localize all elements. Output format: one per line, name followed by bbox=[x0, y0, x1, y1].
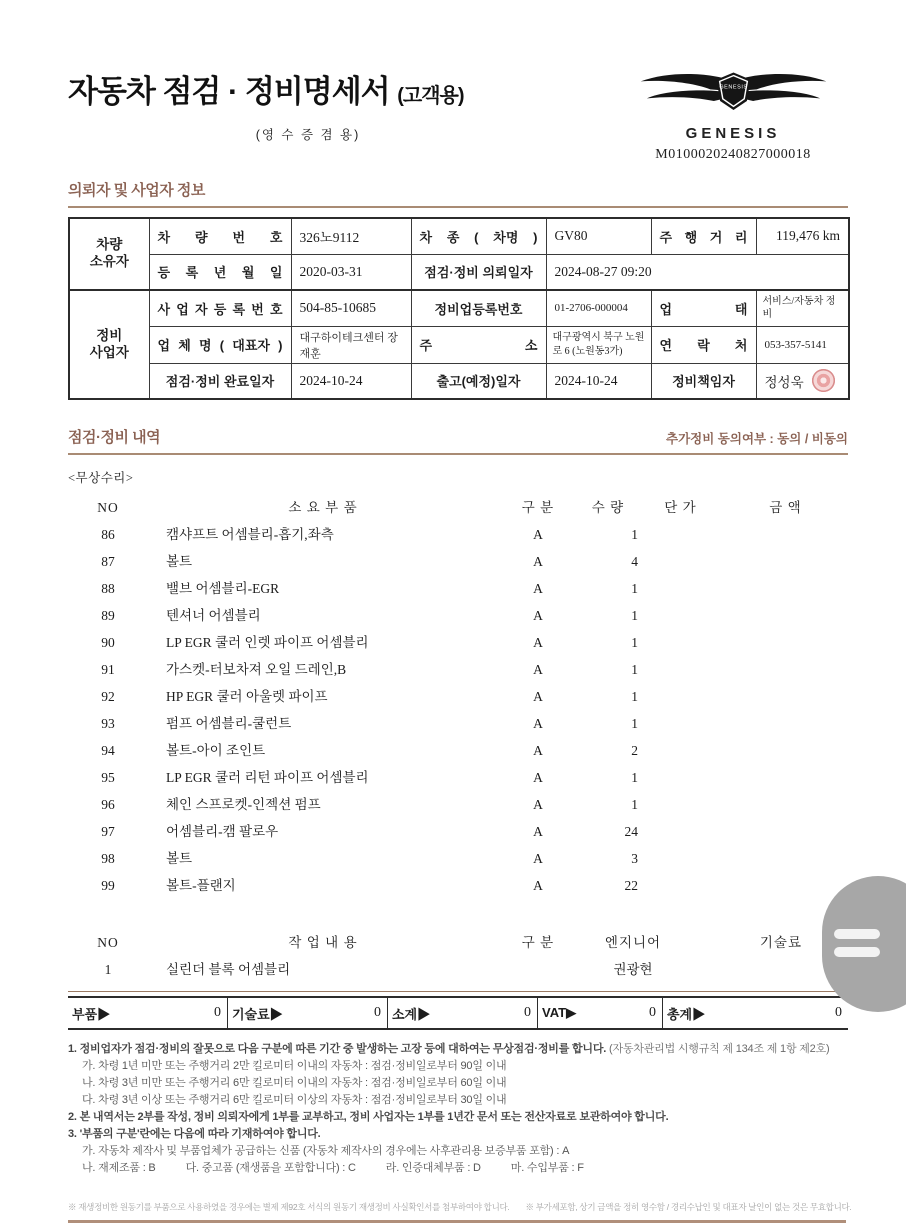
section-detail-title: 점검·정비 내역 bbox=[68, 429, 161, 446]
part-unit-price bbox=[638, 764, 723, 791]
owner-group-label: 차량 소유자 bbox=[69, 218, 149, 290]
parts-row bbox=[68, 683, 848, 710]
note-1-ref: (자동차관리법 시행규칙 제 134조 제 1항 제2호) bbox=[609, 1043, 830, 1055]
note-3c: 다. 중고품 (재생품을 포함합니다) : C bbox=[185, 1162, 356, 1174]
parts-row bbox=[68, 764, 848, 791]
col-no: NO bbox=[97, 935, 119, 950]
handle-bar-icon bbox=[834, 929, 880, 939]
work-engineer: 권광현 bbox=[613, 962, 653, 977]
part-type: A bbox=[533, 824, 543, 839]
biz-reg-label: 사 업 자 등 록 번 호 bbox=[149, 290, 291, 326]
part-name: 볼트-아이 조인트 bbox=[166, 743, 266, 758]
col-qty: 수 량 bbox=[591, 500, 625, 515]
part-unit-price bbox=[638, 710, 723, 737]
part-name: 가스켓-터보차져 오일 드레인,B bbox=[166, 662, 347, 677]
brand-wordmark: GENESIS bbox=[685, 125, 781, 142]
address-label: 주 소 bbox=[411, 326, 546, 363]
parts-table-body bbox=[68, 521, 848, 899]
section-info-title: 의뢰자 및 사업자 정보 bbox=[68, 182, 205, 199]
biz-type-label: 업 태 bbox=[651, 290, 756, 326]
note-3d: 라. 인증대체부품 : D bbox=[385, 1162, 481, 1174]
part-no: 87 bbox=[101, 554, 115, 569]
part-no: 97 bbox=[101, 824, 115, 839]
note-1a: 가. 차령 1년 미만 또는 주행거리 2만 킬로미터 이내의 자동차 : 점검·정비일로부터 90일 이내 bbox=[82, 1060, 507, 1072]
shop-reg-value: 01-2706-000004 bbox=[546, 290, 651, 326]
part-qty: 24 bbox=[624, 824, 638, 839]
part-unit-price bbox=[638, 656, 723, 683]
part-no: 90 bbox=[101, 635, 115, 650]
col-no: NO bbox=[97, 500, 119, 515]
part-qty: 1 bbox=[631, 581, 638, 596]
total-label: VAT▶ bbox=[542, 1005, 577, 1020]
part-qty: 3 bbox=[631, 851, 638, 866]
parts-row bbox=[68, 575, 848, 602]
work-no: 1 bbox=[104, 962, 112, 977]
part-name: 볼트-플랜지 bbox=[166, 878, 236, 893]
part-name: 어셈블리-캠 팔로우 bbox=[166, 824, 279, 839]
table-row bbox=[69, 290, 849, 326]
note-3b: 나. 재제조품 : B bbox=[82, 1162, 156, 1174]
work-row bbox=[68, 956, 848, 983]
note-3-codes bbox=[68, 1160, 858, 1177]
part-type: A bbox=[533, 770, 543, 785]
mileage-value: 119,476 km bbox=[756, 218, 849, 254]
part-name: HP EGR 쿨러 아울렛 파이프 bbox=[166, 689, 328, 704]
title-block bbox=[68, 66, 548, 163]
additional-consent-note: 추가정비 동의여부 : 동의 / 비동의 bbox=[666, 432, 848, 446]
parts-row bbox=[68, 791, 848, 818]
part-qty: 1 bbox=[631, 689, 638, 704]
col-part: 소 요 부 품 bbox=[288, 500, 358, 515]
work-type bbox=[498, 956, 578, 983]
part-amount bbox=[723, 710, 848, 737]
part-unit-price bbox=[638, 872, 723, 899]
part-no: 86 bbox=[101, 527, 115, 542]
part-amount bbox=[723, 791, 848, 818]
part-qty: 1 bbox=[631, 608, 638, 623]
part-amount bbox=[723, 737, 848, 764]
part-unit-price bbox=[638, 791, 723, 818]
part-name: 볼트 bbox=[166, 851, 193, 866]
part-amount bbox=[723, 521, 848, 548]
part-qty: 1 bbox=[631, 770, 638, 785]
part-amount bbox=[723, 845, 848, 872]
part-amount bbox=[723, 683, 848, 710]
part-type: A bbox=[533, 878, 543, 893]
part-type: A bbox=[533, 662, 543, 677]
part-name: LP EGR 쿨러 리턴 파이프 어셈블리 bbox=[166, 770, 369, 785]
fine-print-1: ※ 재생정비한 원동기를 부품으로 사용하였을 경우에는 별제 제92호 서식의 원동기 재생정비 사실확인서를 첨부하여야 합니다. bbox=[68, 1202, 510, 1212]
genesis-wings-icon bbox=[631, 68, 836, 118]
document-number: M0100020240827000018 bbox=[655, 147, 811, 162]
reg-date-label: 등 록 년 월 일 bbox=[149, 254, 291, 290]
total-value: 0 bbox=[374, 1005, 381, 1020]
brand-logo-block bbox=[618, 68, 848, 163]
complete-date-value: 2024-10-24 bbox=[291, 363, 411, 399]
table-row bbox=[69, 363, 849, 399]
part-qty: 4 bbox=[631, 554, 638, 569]
section-divider bbox=[68, 206, 848, 208]
free-repair-label: <무상수리> bbox=[68, 471, 134, 485]
part-unit-price bbox=[638, 629, 723, 656]
total-label: 기술료▶ bbox=[232, 1006, 283, 1022]
part-qty: 1 bbox=[631, 797, 638, 812]
part-no: 98 bbox=[101, 851, 115, 866]
note-1: 1. 정비업자가 점검·정비의 잘못으로 다음 구분에 따른 기간 중 발생하는 고장 등에 대하여는 무상점검·정비를 합니다. (자동차관리법 시행규칙 제 134조 제 1항 제2호) bbox=[68, 1043, 830, 1055]
section-detail bbox=[68, 426, 848, 1030]
note-1c: 다. 차령 3년 이상 또는 주행거리 6만 킬로미터 이상의 자동차 : 점검·정비일로부터 30일 이내 bbox=[82, 1094, 507, 1106]
document-header bbox=[68, 66, 848, 163]
complete-date-label: 점검·정비 완료일자 bbox=[149, 363, 291, 399]
part-no: 99 bbox=[101, 878, 115, 893]
part-amount bbox=[723, 548, 848, 575]
part-unit-price bbox=[638, 683, 723, 710]
part-amount bbox=[723, 575, 848, 602]
page-title bbox=[68, 66, 548, 111]
part-type: A bbox=[533, 716, 543, 731]
part-amount bbox=[723, 764, 848, 791]
part-type: A bbox=[533, 635, 543, 650]
parts-row bbox=[68, 548, 848, 575]
biz-type-value: 서비스/자동차 정비 bbox=[756, 290, 849, 326]
parts-row bbox=[68, 710, 848, 737]
total-label: 소계▶ bbox=[392, 1006, 431, 1022]
parts-row bbox=[68, 737, 848, 764]
parts-row bbox=[68, 818, 848, 845]
part-name: 텐셔너 어셈블리 bbox=[166, 608, 261, 623]
business-group-label: 정비 사업자 bbox=[69, 290, 149, 399]
release-date-label: 출고(예정)일자 bbox=[411, 363, 546, 399]
part-type: A bbox=[533, 581, 543, 596]
part-amount bbox=[723, 602, 848, 629]
col-type: 구 분 bbox=[521, 500, 555, 515]
parts-row bbox=[68, 872, 848, 899]
part-type: A bbox=[533, 689, 543, 704]
part-amount bbox=[723, 818, 848, 845]
address-value: 대구광역시 북구 노원로 6 (노원동3가) bbox=[546, 326, 651, 363]
note-2: 2. 본 내역서는 2부를 작성, 정비 의뢰자에게 1부를 교부하고, 정비 사업자는 1부를 1년간 문서 또는 전산자료로 보관하여야 합니다. bbox=[68, 1111, 669, 1123]
part-no: 94 bbox=[101, 743, 115, 758]
part-type: A bbox=[533, 743, 543, 758]
model-value: GV80 bbox=[546, 218, 651, 254]
total-label: 부품▶ bbox=[72, 1006, 111, 1022]
parts-table-header bbox=[68, 494, 848, 521]
part-name: 캠샤프트 어셈블리-흡기,좌측 bbox=[166, 527, 334, 542]
part-unit-price bbox=[638, 818, 723, 845]
total-cell-소계 bbox=[388, 998, 538, 1028]
section-divider bbox=[68, 453, 848, 455]
total-cell-VAT bbox=[538, 998, 663, 1028]
total-label: 총계▶ bbox=[667, 1006, 706, 1022]
total-value: 0 bbox=[649, 1005, 656, 1020]
parts-row bbox=[68, 656, 848, 683]
manager-value bbox=[756, 363, 849, 399]
part-unit-price bbox=[638, 548, 723, 575]
reg-date-value: 2020-03-31 bbox=[291, 254, 411, 290]
legal-notes bbox=[68, 1041, 858, 1223]
col-engineer: 엔지니어 bbox=[604, 935, 662, 950]
company-label: 업 체 명 ( 대표자 ) bbox=[149, 326, 291, 363]
biz-reg-value: 504-85-10685 bbox=[291, 290, 411, 326]
table-row bbox=[69, 254, 849, 290]
work-table bbox=[68, 929, 848, 983]
part-no: 95 bbox=[101, 770, 115, 785]
part-unit-price bbox=[638, 845, 723, 872]
totals-divider bbox=[68, 991, 848, 992]
part-unit-price bbox=[638, 602, 723, 629]
manager-name: 정성욱 bbox=[764, 374, 804, 390]
total-cell-총계 bbox=[663, 998, 848, 1028]
part-no: 96 bbox=[101, 797, 115, 812]
part-type: A bbox=[533, 851, 543, 866]
part-no: 89 bbox=[101, 608, 115, 623]
parts-row bbox=[68, 602, 848, 629]
parts-row bbox=[68, 845, 848, 872]
model-label: 차 종 ( 차명 ) bbox=[411, 218, 546, 254]
col-type: 구 분 bbox=[521, 935, 555, 950]
fine-print-2: ※ 부가세포함, 상기 금액을 정히 영수함 / 경리수납인 및 대표자 날인이 없는 것은 무효합니다. bbox=[525, 1202, 852, 1212]
mileage-label: 주 행 거 리 bbox=[651, 218, 756, 254]
part-no: 92 bbox=[101, 689, 115, 704]
part-no: 88 bbox=[101, 581, 115, 596]
fine-print bbox=[68, 1201, 858, 1213]
floating-menu-handle[interactable] bbox=[822, 876, 906, 1012]
note-1b: 나. 차령 3년 미만 또는 주행거리 6만 킬로미터 이내의 자동차 : 점검·정비일로부터 60일 이내 bbox=[82, 1077, 507, 1089]
part-name: 밸브 어셈블리-EGR bbox=[166, 581, 280, 596]
contact-label: 연 락 처 bbox=[651, 326, 756, 363]
part-unit-price bbox=[638, 521, 723, 548]
col-amount: 금 액 bbox=[769, 500, 802, 515]
table-row bbox=[69, 218, 849, 254]
parts-row bbox=[68, 521, 848, 548]
company-value: 대구하이테크센터 장재훈 bbox=[291, 326, 411, 363]
part-name: 펌프 어셈블리-쿨런트 bbox=[166, 716, 292, 731]
col-fee: 기술료 bbox=[759, 935, 802, 950]
part-qty: 1 bbox=[631, 662, 638, 677]
part-unit-price bbox=[638, 575, 723, 602]
note-3a: 가. 자동차 제작사 및 부품업체가 공급하는 신품 (자동차 제작사의 경우에는 사후관리용 보증부품 포함) : A bbox=[82, 1145, 570, 1157]
request-date-value: 2024-08-27 09:20 bbox=[546, 254, 849, 290]
request-date-label: 점검·정비 의뢰일자 bbox=[411, 254, 546, 290]
parts-row bbox=[68, 629, 848, 656]
approval-stamp-icon bbox=[812, 369, 835, 392]
svg-text:GENESIS: GENESIS bbox=[718, 84, 748, 91]
section-info bbox=[68, 179, 848, 400]
part-no: 91 bbox=[101, 662, 115, 677]
page-subtitle: (영 수 증 겸 용) bbox=[255, 128, 361, 142]
part-amount bbox=[723, 656, 848, 683]
page-title-text: 자동차 점검 · 정비명세서 bbox=[68, 74, 390, 109]
part-amount bbox=[723, 872, 848, 899]
part-name: LP EGR 쿨러 인렛 파이프 어셈블리 bbox=[166, 635, 369, 650]
part-type: A bbox=[533, 527, 543, 542]
part-name: 체인 스프로켓-인젝션 펌프 bbox=[166, 797, 321, 812]
part-qty: 1 bbox=[631, 716, 638, 731]
part-type: A bbox=[533, 797, 543, 812]
handle-bar-icon bbox=[834, 947, 880, 957]
page-title-suffix: (고객용) bbox=[397, 85, 464, 107]
part-amount bbox=[723, 629, 848, 656]
work-table-body bbox=[68, 956, 848, 983]
note-3e: 마. 수입부품 : F bbox=[510, 1162, 584, 1174]
part-qty: 2 bbox=[631, 743, 638, 758]
part-no: 93 bbox=[101, 716, 115, 731]
work-table-header bbox=[68, 929, 848, 956]
part-qty: 1 bbox=[631, 527, 638, 542]
release-date-value: 2024-10-24 bbox=[546, 363, 651, 399]
shop-reg-label: 정비업등록번호 bbox=[411, 290, 546, 326]
contact-value: 053-357-5141 bbox=[756, 326, 849, 363]
manager-label: 정비책임자 bbox=[651, 363, 756, 399]
part-qty: 22 bbox=[624, 878, 638, 893]
total-value: 0 bbox=[835, 1005, 842, 1020]
info-table bbox=[68, 217, 850, 400]
totals-bar bbox=[68, 996, 848, 1030]
part-unit-price bbox=[638, 737, 723, 764]
part-type: A bbox=[533, 608, 543, 623]
part-qty: 1 bbox=[631, 635, 638, 650]
col-unit-price: 단 가 bbox=[664, 500, 697, 515]
note-3: 3. '부품의 구분'란에는 다음에 따라 기재하여야 합니다. bbox=[68, 1128, 321, 1140]
part-type: A bbox=[533, 554, 543, 569]
total-value: 0 bbox=[214, 1005, 221, 1020]
total-cell-부품 bbox=[68, 998, 228, 1028]
col-work: 작 업 내 용 bbox=[288, 935, 358, 950]
total-cell-기술료 bbox=[228, 998, 388, 1028]
vehicle-no-label: 차 량 번 호 bbox=[149, 218, 291, 254]
total-value: 0 bbox=[524, 1005, 531, 1020]
part-name: 볼트 bbox=[166, 554, 193, 569]
vehicle-no-value: 326노9112 bbox=[291, 218, 411, 254]
table-row bbox=[69, 326, 849, 363]
work-name: 실린더 블록 어셈블리 bbox=[166, 962, 291, 977]
